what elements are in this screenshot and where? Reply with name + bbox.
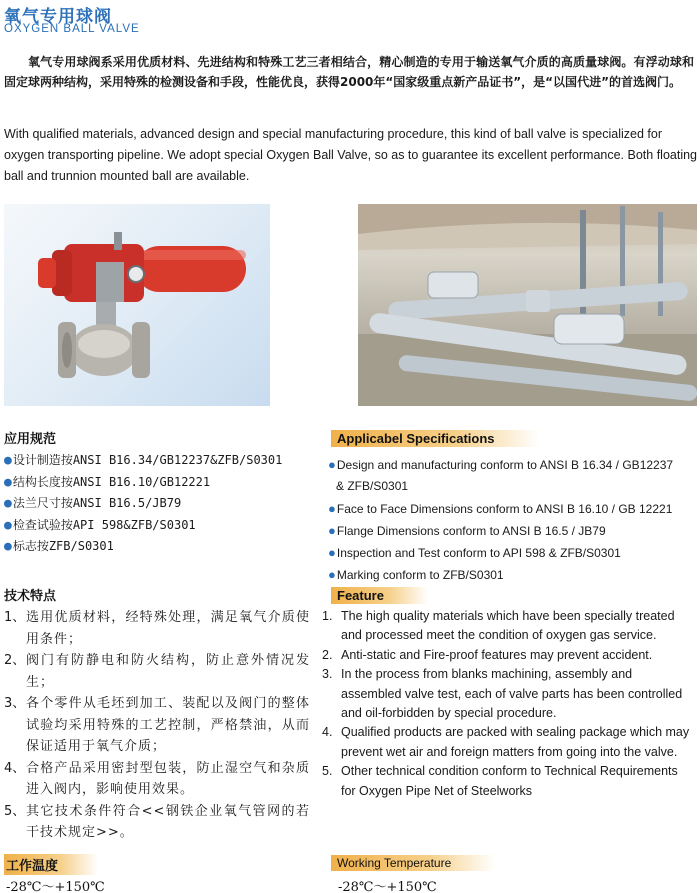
list-item: 4、 合格产品采用密封型包装，防止湿空气和杂质进入阀内，影响使用效果。: [4, 760, 310, 797]
bullet-icon: ●: [4, 474, 12, 490]
list-item: ●结构长度按ANSI B16.10/GB12221: [4, 474, 211, 490]
bullet-icon: ●: [4, 496, 12, 511]
spec-list-cn: [4, 450, 324, 558]
valve-product-photo: [4, 204, 270, 406]
list-item: ●Flange Dimensions conform to ANSI B 16.5 / JB79: [328, 522, 606, 538]
list-item: 3、 各个零件从毛坯到加工、装配以及阀门的整体试验均采用特殊的工艺控制，严格禁油，从而保证适用于氧气介质；: [4, 696, 310, 754]
temperature-heading-cn: 工作温度: [4, 854, 98, 875]
list-item: ●Design and manufacturing conform to ANSI B 16.34 / GB12237: [328, 457, 674, 472]
list-item: ●设计制造按ANSI B16.34/GB12237&ZFB/S0301: [4, 453, 283, 468]
list-item: ●法兰尺寸按ANSI B16.5/JB79: [4, 496, 182, 511]
list-item: ●Face to Face Dimensions conform to ANSI B 16.10 / GB 12221: [328, 500, 673, 516]
list-item: 1. The high quality materials which have been specially treated and processed meet the condition of oxygen gas service.: [322, 609, 675, 643]
feature-list-cn: [4, 607, 310, 844]
temperature-heading-en: Working Temperature: [331, 855, 495, 871]
list-item: 5. Other technical condition conform to Technical Requirements for Oxygen Pipe Net of Steelworks: [322, 764, 678, 798]
intro-paragraph-cn: 氧气专用球阀系采用优质材料、先进结构和特殊工艺三者相结合，精心制造的专用于输送氧气介质的高质量球阀。有浮动球和固定球两种结构，采用特殊的检测设备和手段，性能优良，获得2000年“国家级重点新产品证书”，是“以国代进”的首选阀门。: [4, 55, 694, 89]
list-item: 3. In the process from blanks machining, assembly and assembled valve test, each of valve parts has been controlled and oil-forbidden by special procedure.: [322, 667, 683, 721]
installation-site-photo: [358, 204, 697, 406]
bullet-icon: ●: [328, 545, 336, 561]
bullet-icon: ●: [328, 522, 336, 538]
list-item: ●Inspection and Test conform to API 598 & ZFB/S0301: [328, 545, 621, 561]
intro-paragraph-en: With qualified materials, advanced design and special manufacturing procedure, this kind of ball valve is specialized for oxygen transporting pipeline. We adopt special Oxygen Ball Valve, so as to guarantee its excellent performance. Both floating ball and trunnion mounted ball are available.: [4, 127, 697, 183]
spec-heading-cn: 应用规范: [4, 432, 57, 447]
spec-list-en: [328, 454, 698, 587]
feature-list-en: [322, 607, 694, 801]
temperature-value-en: -28℃～+150℃: [338, 880, 437, 893]
list-item: ●标志按ZFB/S0301: [4, 539, 114, 554]
bullet-icon: ●: [328, 457, 336, 472]
list-item: ●Marking conform to ZFB/S0301: [328, 567, 504, 583]
bullet-icon: ●: [4, 517, 12, 533]
list-item: & ZFB/S0301: [336, 479, 409, 494]
valve-illustration: [4, 204, 270, 406]
bullet-icon: ●: [4, 539, 12, 554]
feature-heading-en: Feature: [331, 587, 428, 604]
feature-heading-cn: 技术特点: [4, 589, 57, 604]
page-title-cn: 氧气专用球阀: [4, 7, 112, 27]
temperature-value-cn: -28℃～+150℃: [6, 880, 105, 893]
list-item: 4. Qualified products are packed with sealing package which may prevent wet air and foreign matters from going into the valve.: [322, 725, 690, 759]
spec-heading-en: Applicabel Specifications: [331, 430, 539, 447]
list-item: 1、 选用优质材料，经特殊处理，满足氧气介质使用条件；: [4, 610, 310, 647]
pipeline-illustration: [358, 204, 697, 406]
list-item: ●检查试验按API 598&ZFB/S0301: [4, 517, 196, 533]
list-item: 2. Anti-static and Fire-proof features may prevent accident.: [322, 647, 653, 662]
bullet-icon: ●: [328, 500, 336, 516]
bullet-icon: ●: [328, 567, 336, 583]
page-title-en: OXYGEN BALL VALVE: [4, 23, 140, 35]
list-item: 5、 其它技术条件符合<<钢铁企业氧气管网的若干技术规定>>。: [4, 803, 310, 840]
bullet-icon: ●: [4, 453, 12, 468]
list-item: 2、 阀门有防静电和防火结构，防止意外情况发生；: [4, 653, 310, 690]
